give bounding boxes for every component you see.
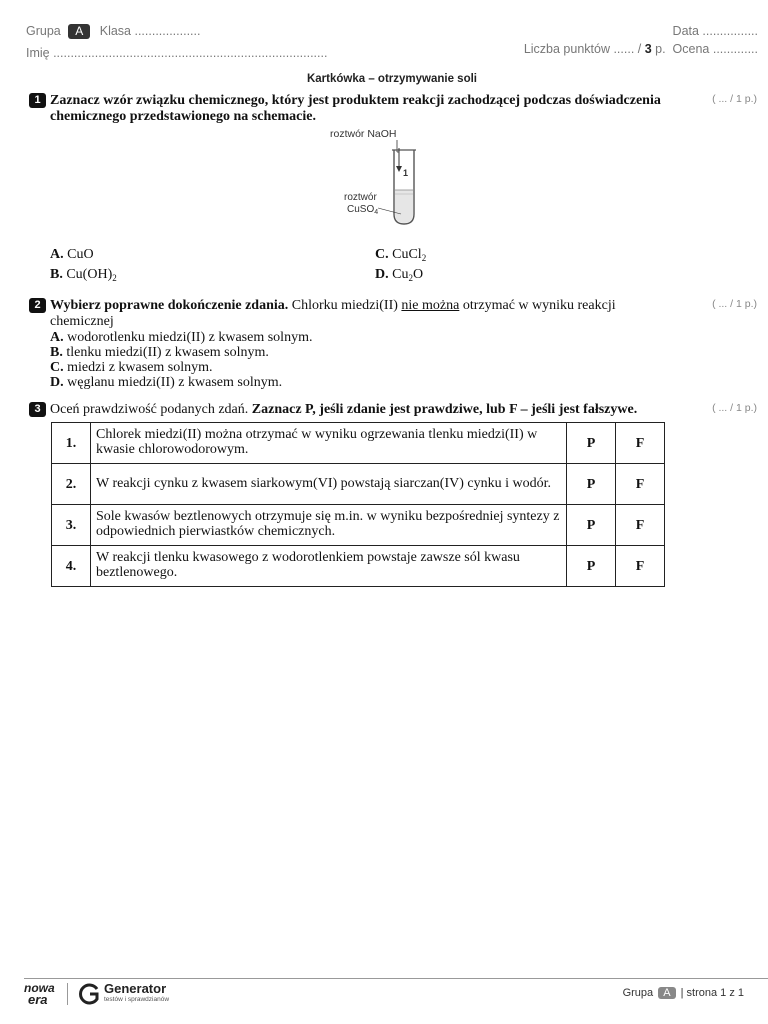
statement-text: Chlorek miedzi(II) można otrzymać w wyniku ogrzewania tlenku miedzi(II) w kwasie chlorowodorowym. <box>91 423 567 464</box>
question-points: ( ... / 1 p.) <box>712 298 757 310</box>
group-badge: A <box>68 24 90 39</box>
table-row <box>52 423 665 464</box>
false-option[interactable]: F <box>616 464 665 505</box>
answer-option-c[interactable]: C. miedzi z kwasem solnym. <box>50 360 213 375</box>
question-2-options <box>50 330 312 390</box>
answer-option-b[interactable]: B. tlenku miedzi(II) z kwasem solnym. <box>50 345 269 360</box>
table-row <box>52 546 665 587</box>
name-field: Imię ............................................................................... <box>26 46 328 60</box>
row-number: 1. <box>52 423 91 464</box>
statement-text: Sole kwasów beztlenowych otrzymuje się m.in. w wyniku bezpośredniej syntezy z odpowiednich pierwiastków chemicznych. <box>91 505 567 546</box>
cuso4-liquid <box>395 190 413 223</box>
true-option[interactable]: P <box>567 546 616 587</box>
question-1-text: Zaznacz wzór związku chemicznego, który jest produktem reakcji zachodzącej podczas doświadczenia chemicznego przedstawionego na schemacie. <box>50 93 661 124</box>
arrow-label: 1 <box>403 168 409 178</box>
question-points: ( ... / 1 p.) <box>712 402 757 414</box>
table-row <box>52 464 665 505</box>
answer-option-a[interactable]: A. CuO <box>50 247 94 262</box>
naoh-label: roztwór NaOH <box>330 128 397 140</box>
points-grade-field <box>524 42 758 56</box>
cuso4-label-line2: CuSO$_4$ <box>347 204 379 216</box>
group-label: Grupa <box>26 24 61 38</box>
true-option[interactable]: P <box>567 505 616 546</box>
table-row <box>52 505 665 546</box>
false-option[interactable]: F <box>616 505 665 546</box>
generator-logo: Generator testów i sprawdzianów <box>104 981 170 1003</box>
nowa-era-logo: nowa era <box>24 981 55 1007</box>
experiment-diagram <box>326 126 436 230</box>
question-points: ( ... / 1 p.) <box>712 93 757 105</box>
cuso4-label-line1: roztwór <box>344 192 377 203</box>
class-field: Klasa ................... <box>99 24 201 38</box>
footer-divider <box>24 978 768 979</box>
true-false-table <box>51 422 665 587</box>
true-option[interactable]: P <box>567 464 616 505</box>
date-field: Data ................ <box>672 24 758 38</box>
answer-option-c[interactable]: C. CuCl$_2$ <box>375 247 427 263</box>
statement-text: W reakcji tlenku kwasowego z wodorotlenkiem powstaje zawsze sól kwasu beztlenowego. <box>91 546 567 587</box>
points-suffix: p. <box>655 42 666 56</box>
question-number-badge: 3 <box>29 402 46 417</box>
points-max: 3 <box>644 42 652 56</box>
row-number: 3. <box>52 505 91 546</box>
question-3-text: Oceń prawdziwość podanych zdań. Zaznacz P, jeśli zdanie jest prawdziwe, lub F – jeśli jest fałszywe. <box>50 402 638 417</box>
page-title: Kartkówka – otrzymywanie soli <box>306 73 477 85</box>
false-option[interactable]: F <box>616 423 665 464</box>
answer-option-b[interactable]: B. $Cu(OH)_2$ <box>50 267 117 283</box>
row-number: 4. <box>52 546 91 587</box>
grade-field: Ocena ............. <box>672 42 758 56</box>
statement-text: W reakcji cynku z kwasem siarkowym(VI) powstają siarczan(IV) cynku i wodór. <box>91 464 567 505</box>
question-number-badge: 2 <box>29 298 46 313</box>
generator-logo-icon <box>77 982 101 1006</box>
group-field <box>26 24 200 39</box>
answer-option-d[interactable]: D. węglanu miedzi(II) z kwasem solnym. <box>50 375 283 390</box>
answer-option-a[interactable]: A. wodorotlenku miedzi(II) z kwasem solnym. <box>50 330 313 345</box>
logo-separator <box>67 983 68 1005</box>
question-2-text: Wybierz poprawne dokończenie zdania. Chlorku miedzi(II) nie można otrzymać w wyniku reakcji chemicznej <box>50 298 616 329</box>
points-label: Liczba punktów ...... / <box>523 42 642 56</box>
false-option[interactable]: F <box>616 546 665 587</box>
row-number: 2. <box>52 464 91 505</box>
question-number-badge: 1 <box>29 93 46 108</box>
answer-option-d[interactable]: D. $Cu_2O$ <box>375 267 424 283</box>
footer-group-badge: A <box>658 987 675 999</box>
true-option[interactable]: P <box>567 423 616 464</box>
footer-page-info: Grupa A | strona 1 z 1 <box>622 987 744 999</box>
